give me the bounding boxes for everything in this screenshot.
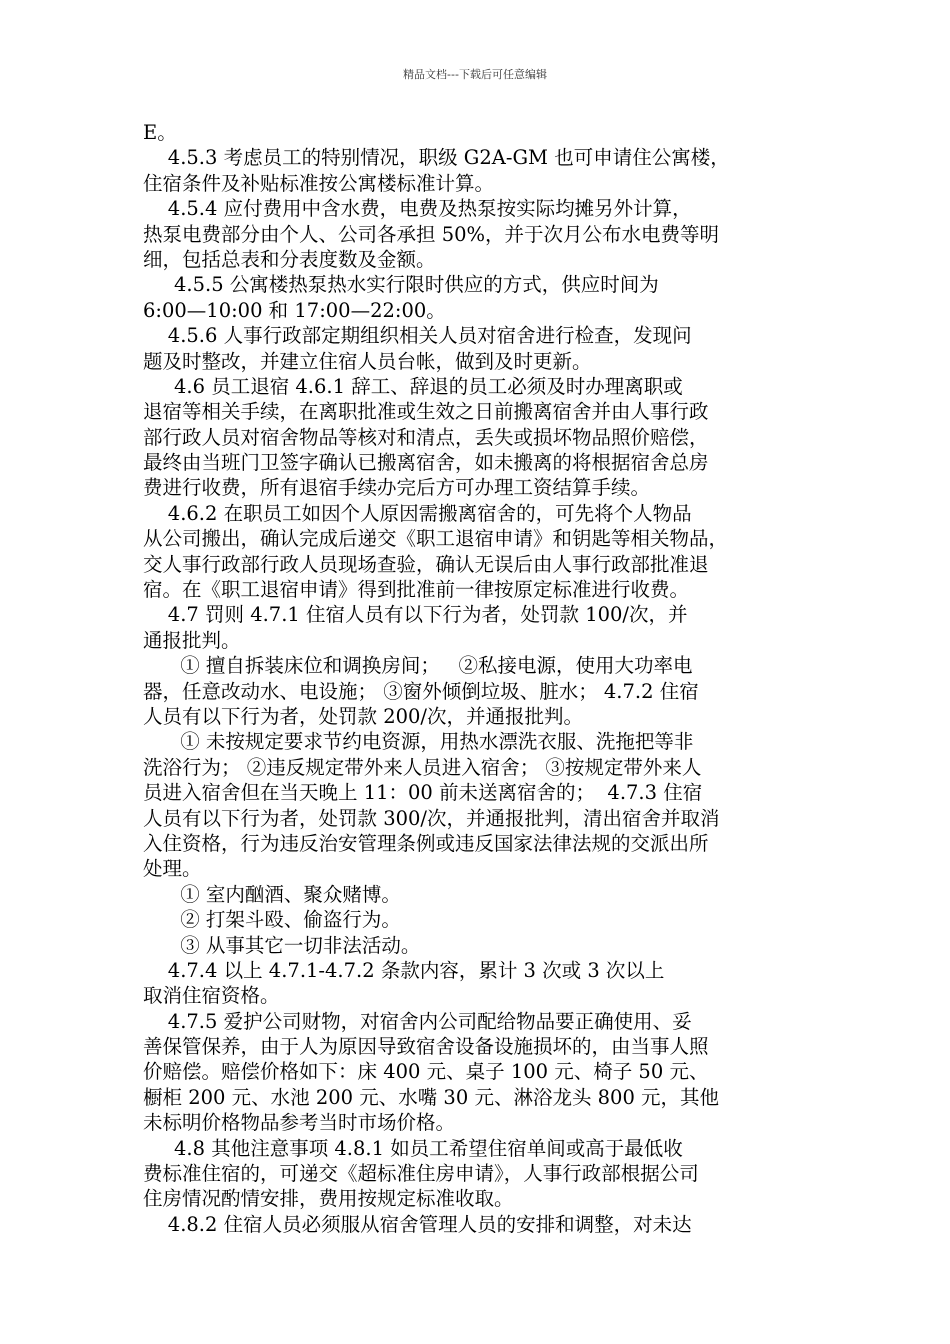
text-line: 热泵电费部分由个人、公司各承担 50%，并于次月公布水电费等明: [143, 222, 720, 246]
text-line: 4.7.5 爱护公司财物，对宿舍内公司配给物品要正确使用、妥: [143, 1009, 692, 1033]
text-line: ① 室内酗酒、聚众赌博。: [143, 882, 401, 906]
text-line: 细，包括总表和分表度数及金额。: [143, 247, 436, 271]
text-line: 部行政人员对宿舍物品等核对和清点，丢失或损坏物品照价赔偿，: [143, 425, 709, 449]
text-line: 4.7 罚则 4.7.1 住宿人员有以下行为者，处罚款 100/次，并: [143, 603, 688, 627]
text-line: 价赔偿。赔偿价格如下：床 400 元、桌子 100 元、椅子 50 元、: [143, 1060, 709, 1084]
text-line: 6:00—10:00 和 17:00—22:00。: [143, 298, 446, 322]
text-line: 住房情况酌情安排，费用按规定标准收取。: [143, 1187, 514, 1211]
text-line: 取消住宿资格。: [143, 984, 280, 1008]
text-line: 交人事行政部行政人员现场查验，确认无误后由人事行政部批准退: [143, 552, 709, 576]
text-line: 退宿等相关手续，在离职批准或生效之日前搬离宿舍并由人事行政: [143, 400, 709, 424]
text-line: ① 擅自拆装床位和调换房间； ②私接电源，使用大功率电: [143, 654, 693, 678]
text-line: 住宿条件及补贴标准按公寓楼标准计算。: [143, 171, 495, 195]
text-line: 人员有以下行为者，处罚款 300/次，并通报批判，清出宿舍并取消: [143, 806, 720, 830]
text-line: 4.7.4 以上 4.7.1-4.7.2 条款内容，累计 3 次或 3 次以上: [143, 958, 665, 982]
document-body: [143, 120, 807, 1237]
text-line: 最终由当班门卫签字确认已搬离宿舍，如未搬离的将根据宿舍总房: [143, 451, 709, 475]
text-line: 费进行收费，所有退宿手续办完后方可办理工资结算手续。: [143, 476, 651, 500]
text-line: 4.5.3 考虑员工的特别情况，职级 G2A-GM 也可申请住公寓楼，: [143, 146, 730, 170]
text-line: E。: [143, 121, 177, 144]
text-line: 未标明价格物品参考当时市场价格。: [143, 1111, 456, 1135]
text-line: ② 打架斗殴、偷盗行为。: [143, 908, 401, 932]
text-line: 4.5.4 应付费用中含水费，电费及热泵按实际均摊另外计算，: [143, 197, 692, 221]
text-line: ③ 从事其它一切非法活动。: [143, 933, 421, 957]
text-line: 费标准住宿的，可递交《超标准住房申请》，人事行政部根据公司: [143, 1162, 699, 1186]
page-header: 精品文档---下载后可任意编辑: [403, 68, 547, 81]
text-line: ① 未按规定要求节约电资源，用热水漂洗衣服、洗拖把等非: [143, 730, 694, 754]
text-line: 4.6.2 在职员工如因个人原因需搬离宿舍的，可先将个人物品: [143, 501, 692, 525]
text-line: 器，任意改动水、电设施； ③窗外倾倒垃圾、脏水； 4.7.2 住宿: [143, 679, 699, 703]
text-line: 处理。: [143, 857, 202, 881]
text-line: 4.8 其他注意事项 4.8.1 如员工希望住宿单间或高于最低收: [143, 1136, 683, 1160]
text-line: 通报批判。: [143, 628, 241, 652]
text-line: 宿。在《职工退宿申请》得到批准前一律按原定标准进行收费。: [143, 578, 690, 602]
text-line: 4.5.6 人事行政部定期组织相关人员对宿舍进行检查，发现问: [143, 324, 692, 348]
text-line: 善保管保养，由于人为原因导致宿舍设备设施损坏的，由当事人照: [143, 1035, 709, 1059]
text-line: 4.8.2 住宿人员必须服从宿舍管理人员的安排和调整，对未达: [143, 1212, 692, 1236]
text-line: 4.5.5 公寓楼热泵热水实行限时供应的方式，供应时间为: [143, 273, 659, 297]
text-line: 从公司搬出，确认完成后递交《职工退宿申请》和钥匙等相关物品，: [143, 527, 729, 551]
text-line: 入住资格，行为违反治安管理条例或违反国家法律法规的交派出所: [143, 831, 709, 855]
text-line: 题及时整改，并建立住宿人员台帐，做到及时更新。: [143, 349, 592, 373]
text-line: 橱柜 200 元、水池 200 元、水嘴 30 元、淋浴龙头 800 元，其他: [143, 1085, 720, 1109]
text-line: 4.6 员工退宿 4.6.1 辞工、辞退的员工必须及时办理离职或: [143, 374, 683, 398]
text-line: 员进入宿舍但在当天晚上 11：00 前未送离宿舍的； 4.7.3 住宿: [143, 781, 703, 805]
text-line: 洗浴行为； ②违反规定带外来人员进入宿舍； ③按规定带外来人: [143, 755, 702, 779]
text-line: 人员有以下行为者，处罚款 200/次，并通报批判。: [143, 704, 583, 728]
